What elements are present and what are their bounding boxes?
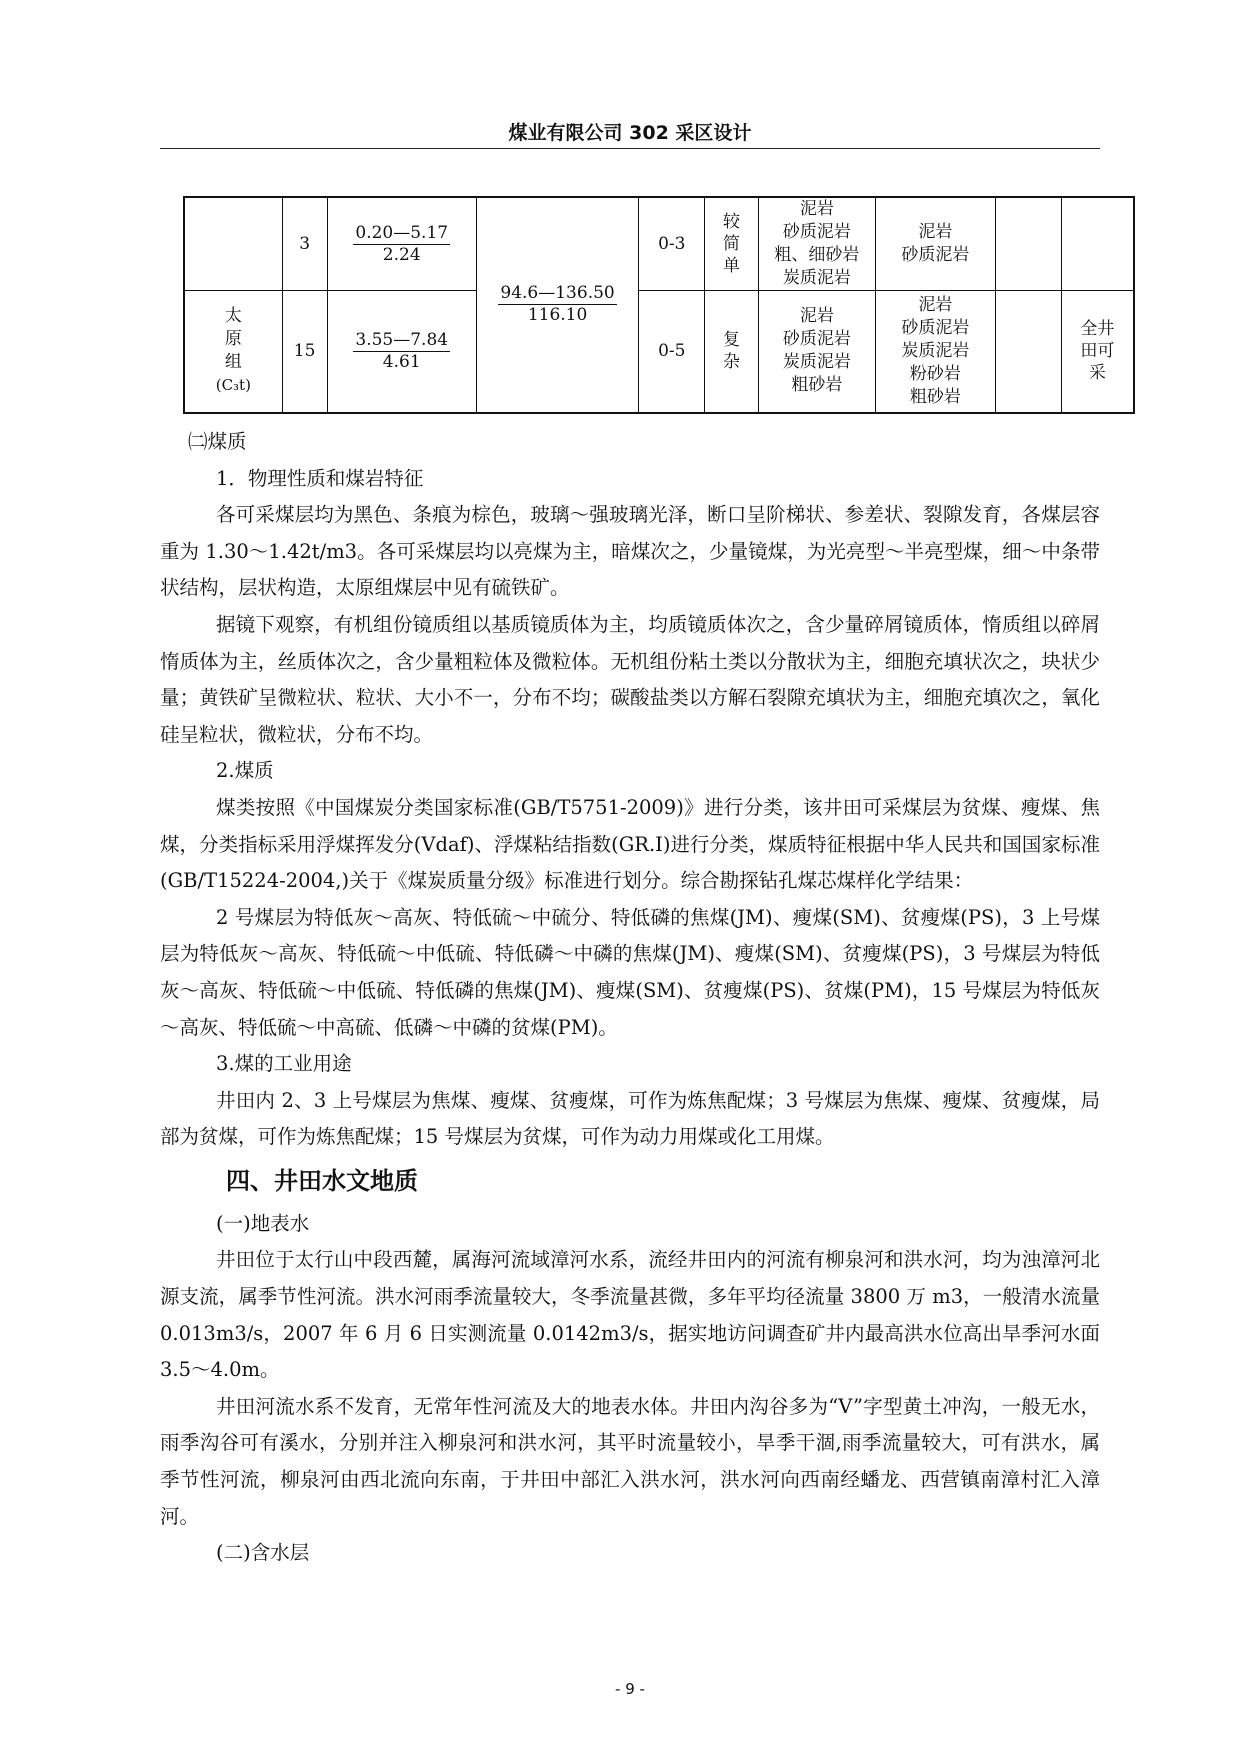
- table-row: [184, 197, 1134, 291]
- page-number: - 9 -: [615, 1680, 645, 1698]
- header-rule: [160, 148, 1100, 149]
- table-row: [184, 291, 1134, 413]
- floor-lithology: 粗砂岩: [909, 386, 961, 407]
- formation-name: 原: [224, 329, 242, 350]
- coal-seam-table: [183, 196, 1135, 414]
- minability-cell: [1061, 197, 1134, 291]
- formation-cell: [184, 291, 282, 413]
- roof-lithology: 泥岩: [799, 199, 834, 219]
- page-header-title: 煤业有限公司 302 采区设计: [508, 122, 752, 144]
- floor-lithology-cell: [876, 291, 996, 413]
- roof-lithology: 粗砂岩: [791, 375, 843, 396]
- subsection-title: 3.煤的工业用途: [216, 1052, 352, 1076]
- floor-lithology: 泥岩: [918, 294, 953, 315]
- thickness-range: 0.20—5.17: [355, 222, 449, 243]
- formation-name: 太: [224, 306, 242, 327]
- formation-cell: [184, 197, 282, 291]
- subsection-title: 1．物理性质和煤岩特征: [216, 466, 424, 490]
- thickness-cell: [327, 291, 476, 413]
- roof-lithology: 砂质泥岩: [782, 222, 851, 242]
- subsection-title: 2.煤质: [216, 759, 274, 783]
- paragraph: 井田河流水系不发育，无常年性河流及大的地表水体。井田内沟谷多为“V”字型黄土冲沟，一般无水，雨季沟谷可有溪水，分别并注入柳泉河和洪水河，其平时流量较小，旱季干涸,雨季流量较大，可有洪水，属季节性河流，柳泉河由西北流向东南，于井田中部汇入洪水河，洪水河向西南经蟠龙、西营镇南漳村汇入漳河。: [160, 1394, 1100, 1528]
- minability-cell: [1061, 291, 1134, 413]
- paragraph: 煤类按照《中国煤炭分类国家标准(GB/T5751-2009)》进行分类，该井田可采煤层为贫煤、瘦煤、焦煤，分类指标采用浮煤挥发分(Vdaf)、浮煤粘结指数(GR.I)进行分类，煤质特征根据中华人民共和国国家标准(GB/T15224-2004,)关于《煤炭质量分级》标准进行划分。综合勘探钻孔煤芯煤样化学结果：: [160, 795, 1100, 893]
- paragraph: 2 号煤层为特低灰～高灰、特低硫～中硫分、特低磷的焦煤(JM)、瘦煤(SM)、贫瘦煤(PS)，3 上号煤层为特低灰～高灰、特低硫～中低硫、特低磷～中磷的焦煤(JM)、瘦煤(SM)、贫瘦煤(PS)，3 号煤层为特低灰～高灰、特低硫～中低硫、特低磷的焦煤(JM)、瘦煤(SM)、贫瘦煤(PS)、贫煤(PM)，15 号煤层为特低灰～高灰、特低硫～中高硫、低磷～中磷的贫煤(PM)。: [160, 905, 1100, 1039]
- stability-cell: [995, 291, 1061, 413]
- spacing-range: 94.6—136.50: [500, 283, 615, 304]
- roof-lithology: 炭质泥岩: [782, 352, 851, 373]
- partings-cell: 0-5: [639, 291, 705, 413]
- structure-cell: [705, 291, 758, 413]
- spacing-average: 116.10: [527, 305, 588, 326]
- roof-lithology-cell: [758, 197, 875, 291]
- chapter-title: 四、井田水文地质: [226, 1166, 418, 1195]
- floor-lithology-cell: [876, 197, 996, 291]
- document-body: [160, 424, 1100, 1572]
- thickness-average: 4.61: [382, 351, 421, 372]
- floor-lithology: 炭质泥岩: [901, 340, 970, 361]
- formation-code: (C₃t): [215, 376, 251, 395]
- structure-cell: [705, 197, 758, 291]
- floor-lithology: 粉砂岩: [909, 363, 961, 384]
- spacing-cell: [476, 197, 638, 413]
- formation-name: 组: [224, 352, 242, 373]
- roof-lithology-cell: [758, 291, 875, 413]
- thickness-range: 3.55—7.84: [355, 329, 449, 350]
- subsection-title: (二)含水层: [216, 1541, 310, 1565]
- paragraph: 井田内 2、3 上号煤层为焦煤、瘦煤、贫瘦煤，可作为炼焦配煤；3 号煤层为焦煤、瘦煤、贫瘦煤，局部为贫煤，可作为炼焦配煤；15 号煤层为贫煤，可作为动力用煤或化工用煤。: [160, 1088, 1100, 1149]
- seam-number-cell: 15: [282, 291, 327, 413]
- stability-cell: [995, 197, 1061, 291]
- structure-text: 较简单: [723, 212, 741, 276]
- paragraph: 井田位于太行山中段西麓，属海河流域漳河水系，流经井田内的河流有柳泉河和洪水河，均为浊漳河北源支流，属季节性河流。洪水河雨季流量较大，冬季流量甚微，多年平均径流量 3800 万 m3，一般清水流量 0.013m3/s，2007 年 6 月 6 日实测流量 0.0142m3/s，据实地访问调查矿井内最高洪水位高出旱季河水面 3.5～4.0m。: [160, 1248, 1100, 1382]
- floor-lithology: 砂质泥岩: [901, 317, 970, 338]
- subsection-title: (一)地表水: [216, 1211, 310, 1235]
- paragraph: 各可采煤层均为黑色、条痕为棕色，玻璃～强玻璃光泽，断口呈阶梯状、参差状、裂隙发育，各煤层容重为 1.30～1.42t/m3。各可采煤层均以亮煤为主，暗煤次之，少量镜煤，为光亮型～半亮型煤，细～中条带状结构，层状构造，太原组煤层中见有硫铁矿。: [160, 503, 1100, 600]
- minability-text: 全井田可采: [1080, 319, 1115, 384]
- thickness-average: 2.24: [382, 244, 421, 265]
- roof-lithology: 泥岩: [799, 306, 834, 327]
- floor-lithology: 泥岩: [918, 222, 953, 242]
- seam-number-cell: 3: [282, 197, 327, 291]
- floor-lithology: 砂质泥岩: [901, 245, 970, 265]
- section-heading: ㈡煤质: [188, 430, 247, 453]
- roof-lithology: 砂质泥岩: [782, 329, 851, 350]
- paragraph: 据镜下观察，有机组份镜质组以基质镜质体为主，均质镜质体次之，含少量碎屑镜质体，惰质组以碎屑惰质体为主，丝质体次之，含少量粗粒体及微粒体。无机组份粘土类以分散状为主，细胞充填状次之，块状少量；黄铁矿呈微粒状、粒状、大小不一，分布不均；碳酸盐类以方解石裂隙充填状为主，细胞充填次之，氧化硅呈粒状，微粒状，分布不均。: [160, 612, 1100, 746]
- thickness-cell: [327, 197, 476, 291]
- partings-cell: 0-3: [639, 197, 705, 291]
- roof-lithology: 粗、细砂岩: [774, 245, 860, 265]
- structure-text: 复杂: [723, 330, 741, 373]
- roof-lithology: 炭质泥岩: [782, 268, 851, 288]
